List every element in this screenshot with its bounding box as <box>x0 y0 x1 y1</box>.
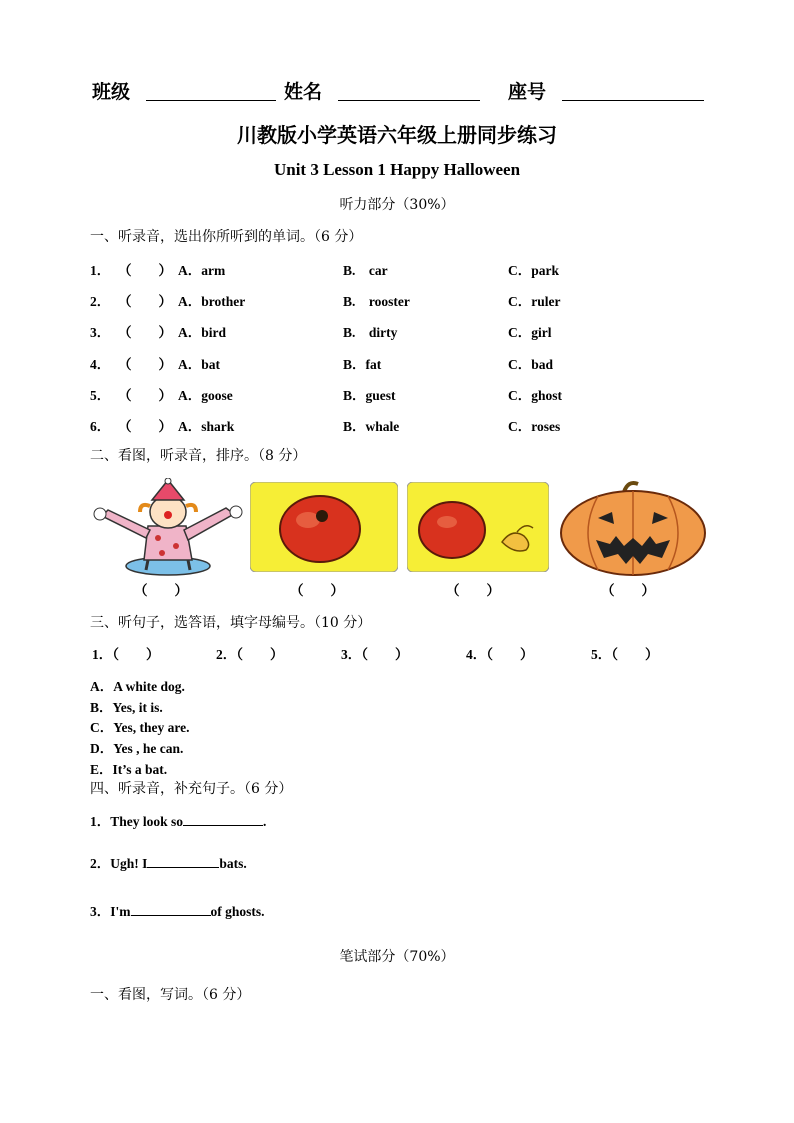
option-c: C．girl <box>508 325 552 340</box>
writing-header: 笔试部分（70%） <box>339 949 455 965</box>
section5-title: 一、看图，写词。（6 分） <box>90 987 251 1003</box>
option-b: B. car <box>343 263 388 278</box>
option-b: B．guest <box>343 388 396 403</box>
pumpkin-image <box>558 478 708 578</box>
question-number: 4． <box>90 357 111 372</box>
sentence-2-end: bats. <box>219 856 247 871</box>
option-c: C．park <box>508 263 560 278</box>
option-c: C．ghost <box>508 388 563 403</box>
answer-slot-3[interactable]: 3．（ ） <box>341 647 409 662</box>
answer-option-c: C．Yes, they are. <box>90 720 190 735</box>
option-a: A．shark <box>178 419 235 434</box>
answer-option-e: E．It’s a bat. <box>90 762 168 777</box>
answer-option-a: A．A white dog. <box>90 679 185 694</box>
option-b: B．fat <box>343 357 382 372</box>
question-number: 2． <box>90 294 111 309</box>
option-a: A．brother <box>178 294 246 309</box>
section2-title: 二、看图，听录音，排序。（8 分） <box>90 448 307 464</box>
listening-header: 听力部分（30%） <box>339 197 455 213</box>
seat-label: 座号 <box>508 81 547 103</box>
sentence-2-blank[interactable] <box>147 855 219 868</box>
answer-slot-1[interactable]: 1．（ ） <box>92 647 160 662</box>
answer-blank[interactable]: （ ） <box>118 388 172 403</box>
section4-title: 四、听录音，补充句子。（6 分） <box>90 781 293 797</box>
option-b: B．whale <box>343 419 400 434</box>
option-b: B. dirty <box>343 325 398 340</box>
option-b: B. rooster <box>343 294 410 309</box>
question-number: 6． <box>90 419 111 434</box>
sentence-3-end: of ghosts. <box>210 904 265 919</box>
sentence-1-start: 1．They look so <box>90 814 184 829</box>
name-field[interactable] <box>338 100 480 101</box>
sentence-1 <box>90 810 266 830</box>
sentence-1-end: . <box>263 814 267 829</box>
peeled-fruit-image <box>407 482 549 572</box>
option-a: A．bird <box>178 325 227 340</box>
question-number: 1． <box>90 263 111 278</box>
option-c: C．bad <box>508 357 554 372</box>
question-number: 5． <box>90 388 111 403</box>
order-blank-4[interactable]: （ ） <box>601 583 655 598</box>
answer-blank[interactable]: （ ） <box>118 325 172 340</box>
answer-blank[interactable]: （ ） <box>118 263 172 278</box>
option-a: A．bat <box>178 357 221 372</box>
section3-title: 三、听句子，选答语，填字母编号。（10 分） <box>90 615 372 631</box>
option-a: A．goose <box>178 388 233 403</box>
sentence-3-blank[interactable] <box>131 903 211 916</box>
sentence-3 <box>90 900 265 920</box>
apple-image <box>250 482 398 572</box>
option-c: C．ruler <box>508 294 561 309</box>
answer-slot-2[interactable]: 2．（ ） <box>216 647 284 662</box>
seat-field[interactable] <box>562 100 704 101</box>
option-c: C．roses <box>508 419 561 434</box>
answer-blank[interactable]: （ ） <box>118 294 172 309</box>
order-blank-2[interactable]: （ ） <box>290 583 344 598</box>
name-label: 姓名 <box>284 81 323 103</box>
answer-slot-4[interactable]: 4．（ ） <box>466 647 534 662</box>
sentence-3-start: 3．I'm <box>90 904 131 919</box>
answer-blank[interactable]: （ ） <box>118 419 172 434</box>
answer-slot-5[interactable]: 5．（ ） <box>591 647 659 662</box>
clown-image <box>88 478 246 578</box>
answer-option-b: B．Yes, it is. <box>90 700 163 715</box>
page-title-cn: 川教版小学英语六年级上册同步练习 <box>237 123 557 147</box>
question-number: 3． <box>90 325 111 340</box>
order-blank-3[interactable]: （ ） <box>446 583 500 598</box>
answer-blank[interactable]: （ ） <box>118 357 172 372</box>
section1-title: 一、听录音，选出你所听到的单词。（6 分） <box>90 229 363 245</box>
sentence-2 <box>90 852 247 872</box>
answer-option-d: D．Yes , he can. <box>90 741 184 756</box>
option-a: A．arm <box>178 263 226 278</box>
order-blank-1[interactable]: （ ） <box>134 583 188 598</box>
class-field[interactable] <box>146 100 276 101</box>
page-title-en: Unit 3 Lesson 1 Happy Halloween <box>273 160 521 179</box>
class-label: 班级 <box>92 81 131 103</box>
sentence-2-start: 2．Ugh! I <box>90 856 148 871</box>
sentence-1-blank[interactable] <box>183 813 263 826</box>
